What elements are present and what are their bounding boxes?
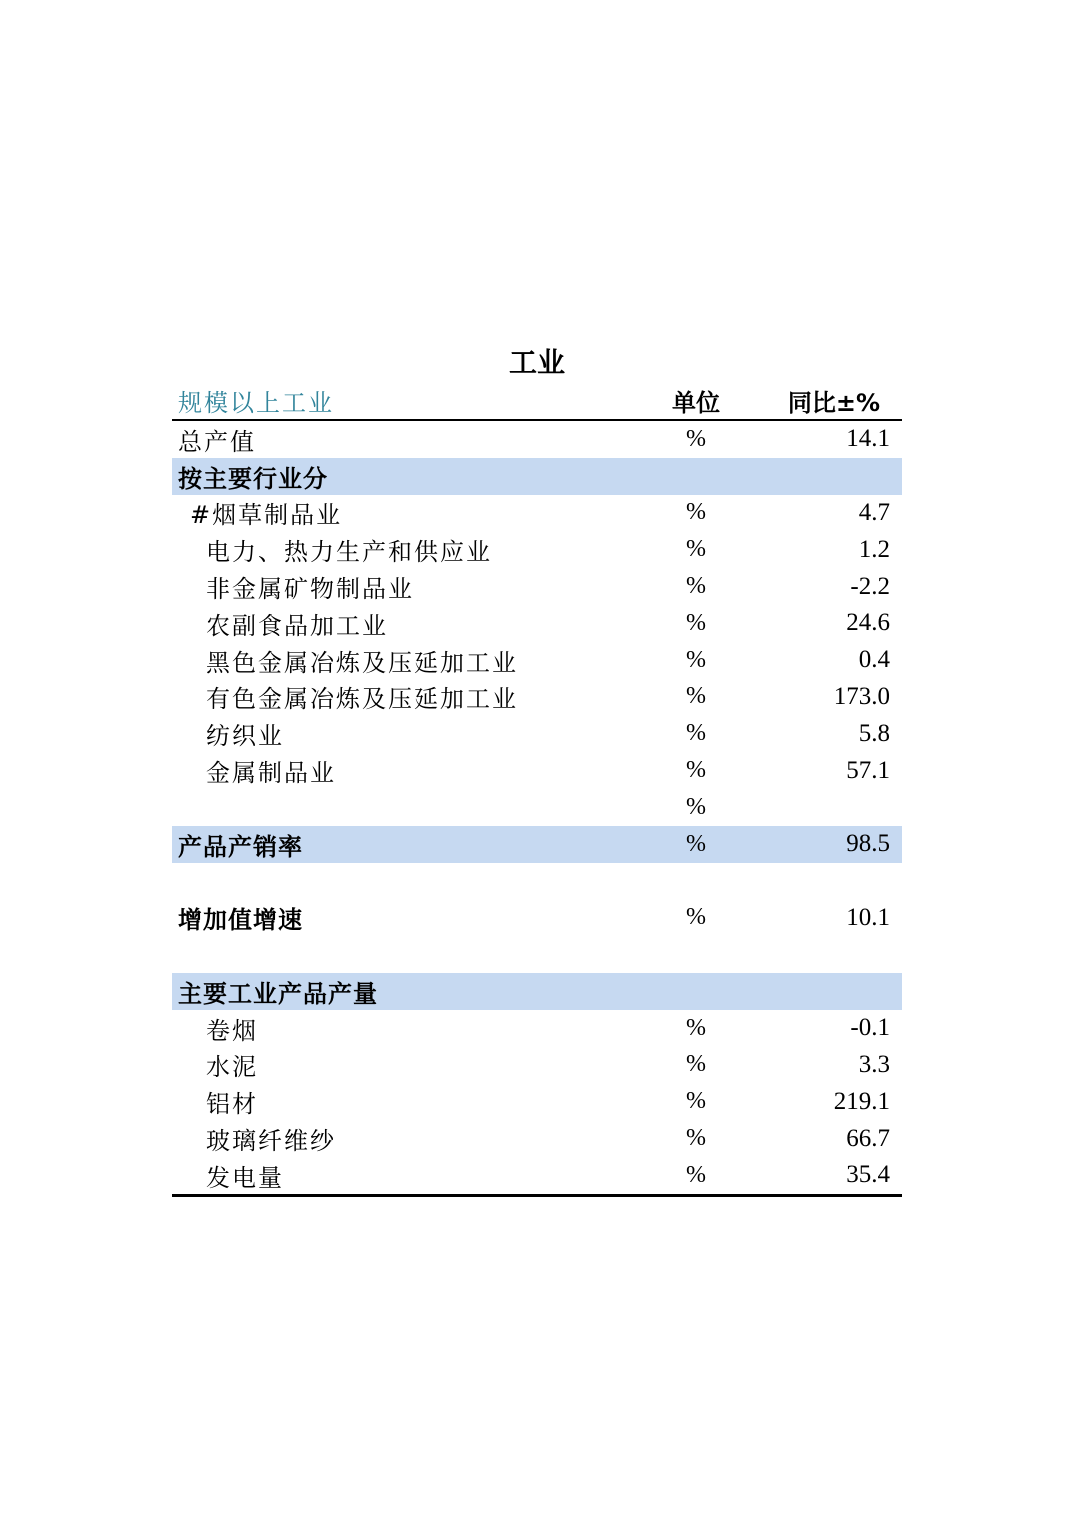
row-label: 卷烟 <box>206 1016 258 1045</box>
row-value: 35.4 <box>846 1161 890 1189</box>
table-row <box>172 1083 902 1120</box>
row-value: -0.1 <box>850 1014 890 1042</box>
table-row <box>172 1157 902 1194</box>
row-label: 产品产销率 <box>178 832 303 861</box>
table-row <box>172 531 902 568</box>
category-band-row <box>172 458 902 495</box>
row-value: 24.6 <box>846 609 890 637</box>
row-label: 纺织业 <box>206 722 284 751</box>
yoy-column-header: 同比±% <box>787 389 880 417</box>
table-row <box>172 1120 902 1157</box>
category-band-row <box>172 973 902 1010</box>
spacer-row <box>172 936 902 973</box>
table-row <box>172 1047 902 1084</box>
row-unit: % <box>686 757 706 784</box>
table-row <box>172 568 902 605</box>
row-label: 电力、热力生产和供应业 <box>206 538 492 567</box>
row-unit: % <box>686 646 706 673</box>
table-row <box>172 679 902 716</box>
row-unit: % <box>686 1014 706 1041</box>
table-row <box>172 495 902 532</box>
row-label: 有色金属冶炼及压延加工业 <box>206 685 518 714</box>
table-row <box>172 1010 902 1047</box>
row-label: 黑色金属冶炼及压延加工业 <box>206 648 518 677</box>
row-value: 4.7 <box>858 498 890 526</box>
table-row <box>172 605 902 642</box>
table-row <box>172 642 902 679</box>
row-value: 5.8 <box>858 719 890 747</box>
row-unit: % <box>686 1088 706 1115</box>
row-value: 3.3 <box>858 1050 890 1078</box>
row-value: 14.1 <box>846 425 890 453</box>
row-label: 农副食品加工业 <box>206 611 388 640</box>
row-unit: % <box>686 573 706 600</box>
row-value: 66.7 <box>846 1124 890 1152</box>
unit-column-header: 单位 <box>672 389 720 417</box>
row-unit: % <box>686 830 706 857</box>
row-label: 总产值 <box>178 427 256 456</box>
row-unit: % <box>686 793 706 820</box>
row-unit: % <box>686 536 706 563</box>
row-unit: % <box>686 720 706 747</box>
spacer-row <box>172 863 902 900</box>
row-unit: % <box>686 683 706 710</box>
row-value: 173.0 <box>833 682 890 710</box>
table-row <box>172 899 902 936</box>
row-label: 按主要行业分 <box>178 464 328 493</box>
row-value: -2.2 <box>850 572 890 600</box>
row-label: 增加值增速 <box>178 906 303 935</box>
row-value: 98.5 <box>846 830 890 858</box>
row-label: 铝材 <box>206 1090 258 1119</box>
row-label: 主要工业产品产量 <box>178 979 378 1008</box>
row-label: 水泥 <box>206 1053 258 1082</box>
row-label: 非金属矿物制品业 <box>206 575 414 604</box>
row-value: 0.4 <box>858 646 890 674</box>
row-unit: % <box>686 425 706 452</box>
row-unit: % <box>686 499 706 526</box>
table-row <box>172 789 902 826</box>
row-unit: % <box>686 904 706 931</box>
section-header-label: 规模以上工业 <box>178 389 334 417</box>
table-bottom-rule <box>172 1194 902 1197</box>
industry-table <box>172 382 902 1197</box>
row-unit: % <box>686 1051 706 1078</box>
row-label: 发电量 <box>206 1163 284 1192</box>
table-row <box>172 715 902 752</box>
row-unit: % <box>686 1125 706 1152</box>
table-row <box>172 421 902 458</box>
row-value: 1.2 <box>858 535 890 563</box>
row-unit: % <box>686 609 706 636</box>
row-value: 10.1 <box>846 903 890 931</box>
page-title: 工业 <box>508 346 565 379</box>
category-band-row <box>172 826 902 863</box>
row-value: 219.1 <box>833 1087 890 1115</box>
row-label: 玻璃纤维纱 <box>206 1127 336 1156</box>
table-header <box>172 382 902 421</box>
row-value: 57.1 <box>846 756 890 784</box>
row-unit: % <box>686 1161 706 1188</box>
row-label: 金属制品业 <box>206 759 336 788</box>
row-label: #烟草制品业 <box>190 501 343 530</box>
table-row <box>172 752 902 789</box>
